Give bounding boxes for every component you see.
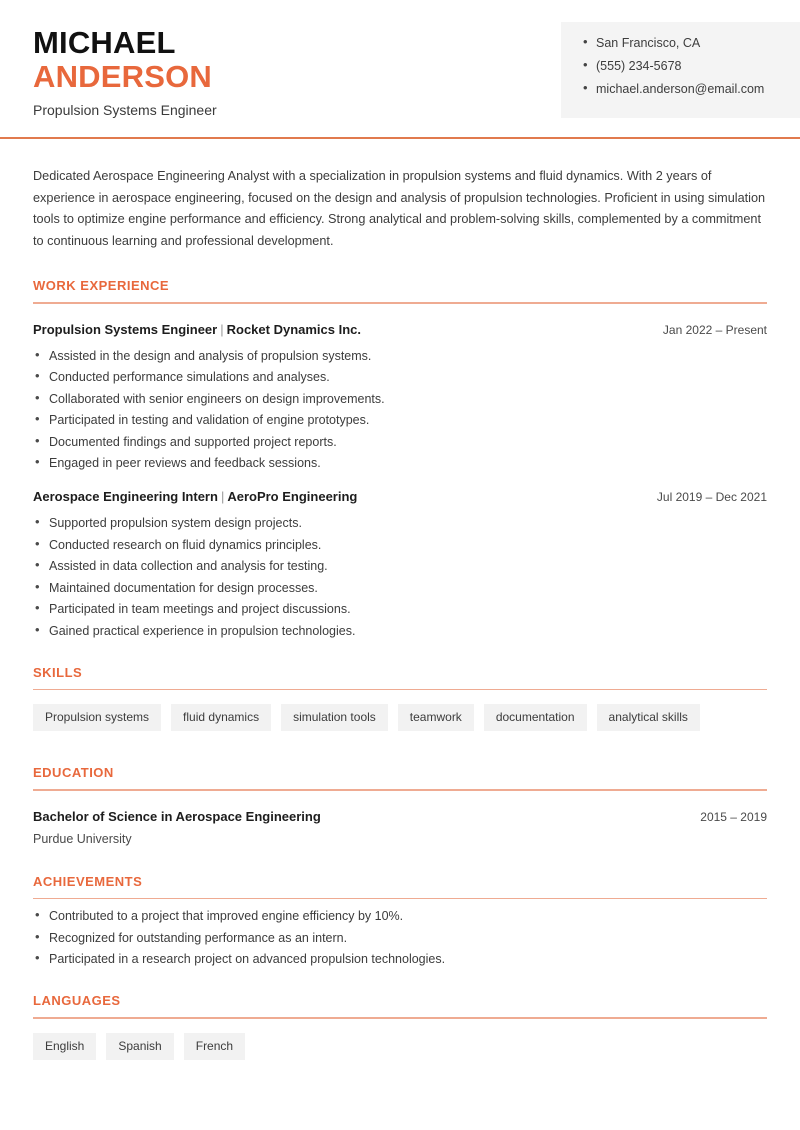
section-title-achievements: ACHIEVEMENTS [33, 873, 143, 889]
title-separator: | [220, 489, 225, 505]
work-entry [33, 321, 767, 472]
list-item: • Contributed to a project that improved engine efficiency by 10%. [33, 908, 767, 924]
list-item: • Participated in team meetings and project discussions. [33, 601, 767, 617]
skill-chip: Propulsion systems [33, 704, 161, 731]
list-item: • Assisted in the design and analysis of propulsion systems. [33, 348, 767, 364]
languages-chip-list [33, 1033, 767, 1068]
list-item: • Participated in a research project on advanced propulsion technologies. [33, 951, 767, 967]
education-entry-header [33, 808, 767, 826]
list-item: • Conducted research on fluid dynamics principles. [33, 537, 767, 553]
work-entry-header [33, 488, 767, 506]
list-item: • Maintained documentation for design processes. [33, 580, 767, 596]
work-entry-role: Propulsion Systems Engineer [33, 321, 218, 337]
section-title-education: EDUCATION [33, 765, 114, 781]
section-achievements [33, 874, 767, 968]
section-divider [33, 789, 767, 791]
section-languages [33, 993, 767, 1068]
contact-email[interactable] [583, 82, 800, 96]
skill-chip: analytical skills [597, 704, 700, 731]
work-entry [33, 488, 767, 639]
section-divider [33, 1017, 767, 1019]
work-entry-date: Jul 2019 – Dec 2021 [656, 490, 767, 505]
language-chip: English [33, 1033, 96, 1060]
resume-content [0, 166, 800, 1068]
skill-chip: teamwork [398, 704, 474, 731]
list-item: • Collaborated with senior engineers on design improvements. [33, 391, 767, 407]
list-item: • Conducted performance simulations and analyses. [33, 369, 767, 385]
header-divider [0, 137, 800, 139]
section-education [33, 765, 767, 848]
section-divider [33, 689, 767, 691]
work-entry-title [33, 321, 361, 338]
skill-chip: simulation tools [281, 704, 388, 731]
first-name: MICHAEL [33, 25, 176, 60]
section-divider [33, 898, 767, 900]
last-name: ANDERSON [33, 59, 213, 94]
list-item: • Documented findings and supported project reports. [33, 434, 767, 450]
title-separator: | [220, 321, 224, 337]
skill-chip: fluid dynamics [171, 704, 271, 731]
education-entry [33, 808, 767, 848]
skill-chip: documentation [484, 704, 587, 731]
list-item: • Recognized for outstanding performance as an intern. [33, 930, 767, 946]
contact-email-text: michael.anderson@email.com [596, 82, 765, 96]
work-entry-header [33, 321, 767, 339]
work-entry-company: AeroPro Engineering [227, 489, 358, 505]
work-entry-role: Aerospace Engineering Intern [33, 489, 218, 505]
language-chip: Spanish [106, 1033, 173, 1060]
achievements-list [33, 908, 767, 967]
section-title-work-experience: WORK EXPERIENCE [33, 278, 170, 293]
section-title-skills: SKILLS [33, 664, 83, 680]
contact-phone-text: (555) 234-5678 [596, 59, 682, 73]
work-entry-bullets [33, 515, 767, 639]
section-skills [33, 665, 767, 740]
list-item: • Engaged in peer reviews and feedback sessions. [33, 455, 767, 471]
contact-location [583, 36, 800, 50]
list-item: • Supported propulsion system design projects. [33, 515, 767, 531]
list-item: • Assisted in data collection and analysis for testing. [33, 558, 767, 574]
education-date: 2015 – 2019 [700, 809, 767, 824]
professional-summary: Dedicated Aerospace Engineering Analyst with a specialization in propulsion systems and fluid dynamics. With 2 years of experience in aerospace engineering, focused on the design and analysis of propulsion technologies. Proficient in using simulation tools to optimize engine performance and efficiency. Strong analytical and problem-solving skills, complemented by a commitment to continuous learning and professional development. [33, 169, 766, 248]
work-entry-date: Jan 2022 – Present [662, 322, 767, 337]
section-work-experience [33, 278, 767, 639]
contact-phone[interactable] [583, 59, 800, 73]
language-chip: French [184, 1033, 245, 1060]
section-divider [33, 302, 767, 304]
work-entry-company: Rocket Dynamics Inc. [226, 321, 361, 337]
education-degree: Bachelor of Science in Aerospace Engineering [33, 808, 321, 824]
education-school: Purdue University [33, 831, 132, 846]
header-job-title: Propulsion Systems Engineer [33, 102, 217, 118]
contact-panel [561, 22, 800, 118]
resume-header [0, 0, 800, 140]
name-block [33, 26, 217, 119]
contact-location-text: San Francisco, CA [596, 36, 701, 50]
list-item: • Participated in testing and validation of engine prototypes. [33, 412, 767, 428]
skills-chip-list [33, 704, 767, 739]
section-title-languages: LANGUAGES [33, 993, 121, 1009]
list-item: • Gained practical experience in propulsion technologies. [33, 623, 767, 639]
work-entry-title [33, 488, 357, 505]
work-entry-bullets [33, 348, 767, 472]
